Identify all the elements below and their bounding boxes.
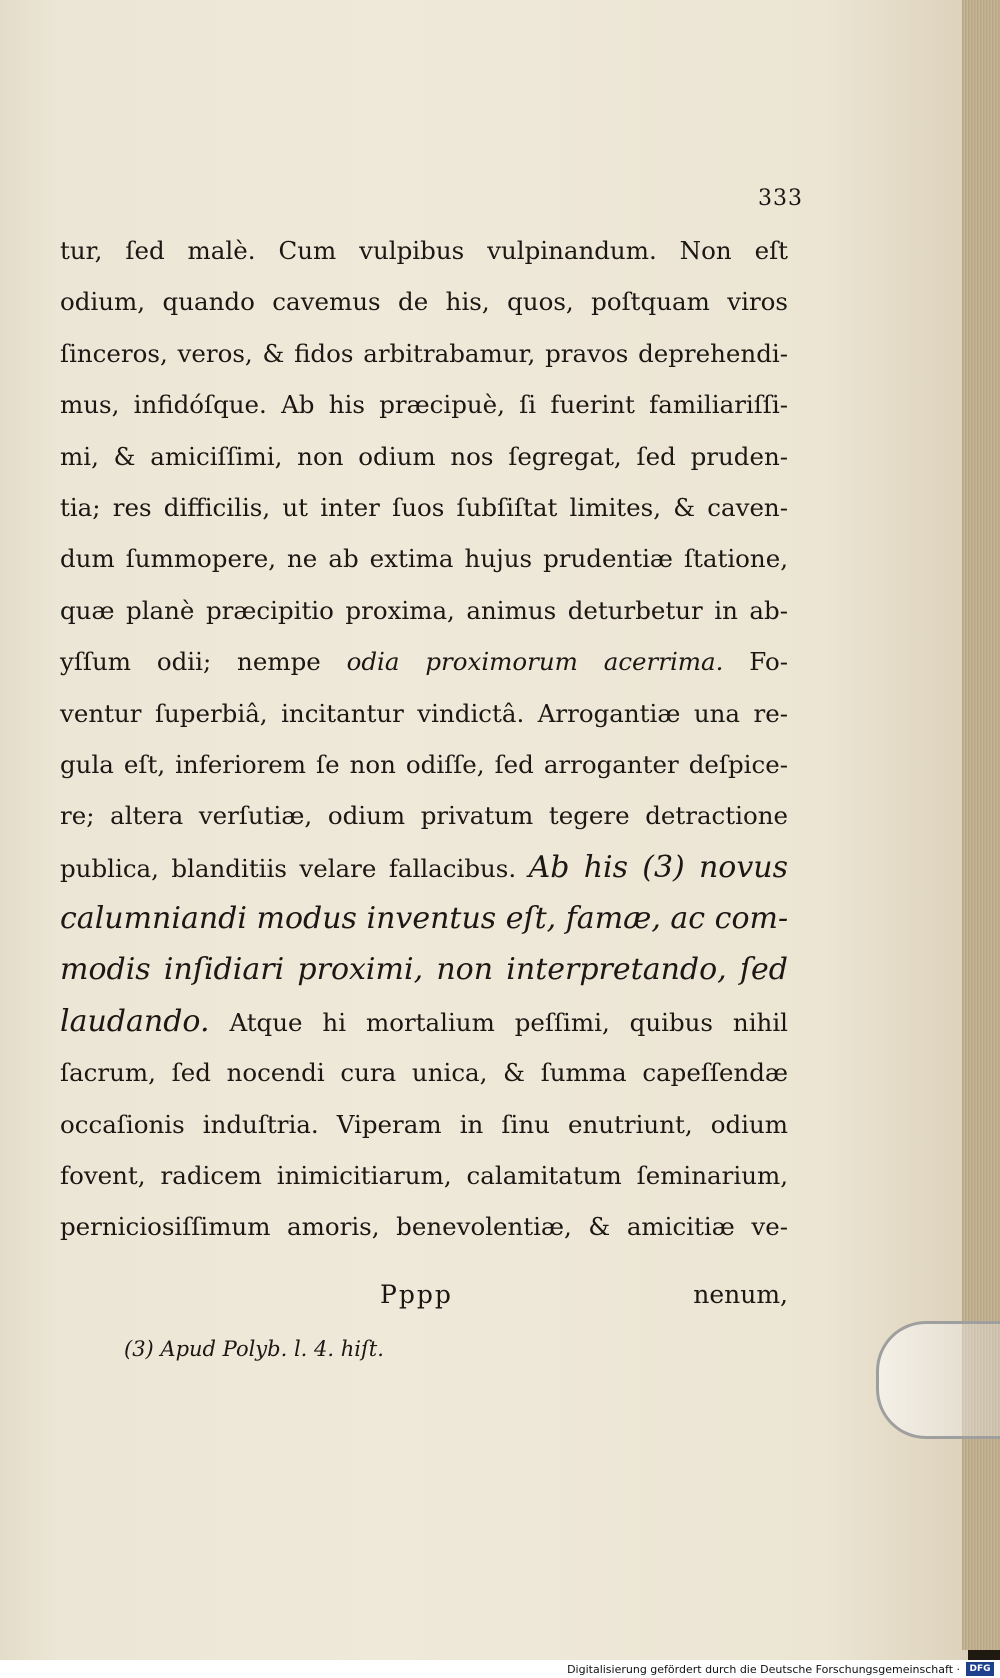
footnote: (3) Apud Polyb. l. 4. hiſt. xyxy=(124,1337,384,1361)
text-line: mi, & amiciſſimi, non odium nos ſegregat, ſed pruden- xyxy=(60,441,788,471)
text-line: mus, infidóſque. Ab his præcipuè, ſi fuerint familiariſſi- xyxy=(60,390,788,420)
text-line xyxy=(60,636,788,687)
text-line xyxy=(60,996,788,1047)
text-run: publica, blanditiis velare fallacibus. xyxy=(60,853,517,883)
text-line: tia; res difficilis, ut inter ſuos ſubſiſtat limites, & caven- xyxy=(60,492,788,522)
italic-phrase: Ab his (3) novus xyxy=(528,849,788,885)
catchline xyxy=(60,1280,788,1320)
text-line: quæ planè præcipitio proxima, animus deturbetur in ab- xyxy=(60,595,788,625)
text-line: occaſionis induſtria. Viperam in ſinu enutriunt, odium xyxy=(60,1109,788,1139)
scanner-clip-tab xyxy=(876,1321,1000,1439)
text-line: ſacrum, ſed nocendi cura unica, & ſumma capeſſendæ xyxy=(60,1058,788,1088)
text-run: Atque hi mortalium peſſimi, quibus nihil xyxy=(229,1007,788,1037)
text-line xyxy=(60,842,788,893)
dfg-logo: DFG xyxy=(966,1662,994,1676)
footer-credit: Digitalisierung gefördert durch die Deutsche Forschungsgemeinschaft · xyxy=(567,1663,960,1676)
italic-phrase: odia proximorum acerrima. xyxy=(346,647,724,677)
signature-mark: Pppp xyxy=(380,1280,453,1309)
text-line: odium, quando cavemus de his, quos, poſtquam viros xyxy=(60,287,788,317)
text-run: yſſum odii; nempe xyxy=(60,647,321,677)
italic-line: modis inſidiari proximi, non interpretando, ſed xyxy=(60,952,788,988)
page-number: 333 xyxy=(758,186,803,211)
text-line: perniciosiſſimum amoris, benevolentiæ, & amicitiæ ve- xyxy=(60,1212,788,1242)
body-text xyxy=(60,225,788,1253)
text-line: ſinceros, veros, & fidos arbitrabamur, pravos deprehendi- xyxy=(60,338,788,368)
text-run: Fo- xyxy=(749,647,788,677)
text-line: dum ſummopere, ne ab extima hujus prudentiæ ſtatione, xyxy=(60,544,788,574)
catchword: nenum, xyxy=(693,1280,788,1309)
italic-phrase: laudando. xyxy=(60,1003,210,1039)
text-line: fovent, radicem inimicitiarum, calamitatum ſeminarium, xyxy=(60,1161,788,1191)
text-line: gula eſt, inferiorem ſe non odiſſe, ſed arroganter deſpice- xyxy=(60,749,788,779)
italic-line: calumniandi modus inventus eſt, famæ, ac com- xyxy=(60,901,789,937)
text-line: tur, ſed malè. Cum vulpibus vulpinandum. Non eſt xyxy=(60,236,788,265)
text-line: ventur ſuperbiâ, incitantur vindictâ. Arrogantiæ una re- xyxy=(60,698,788,728)
text-line: re; altera verſutiæ, odium privatum tegere detractione xyxy=(60,801,788,831)
